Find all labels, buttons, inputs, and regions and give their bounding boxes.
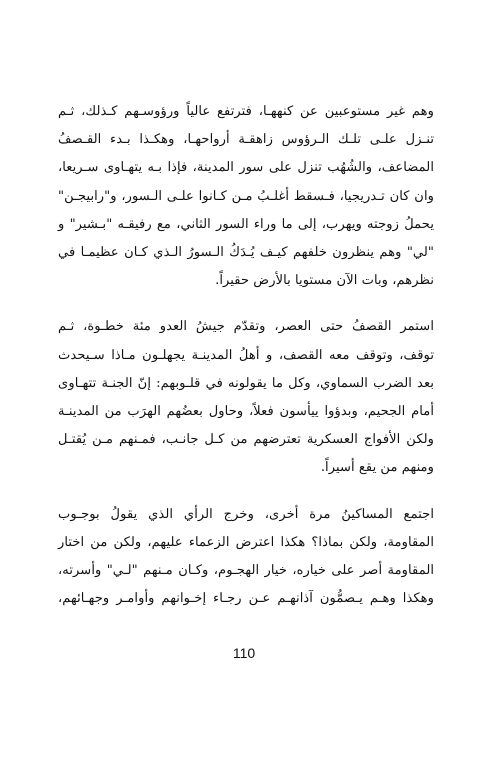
text-line: بعد الضرب السماوي، وكل ما يقولونه في قلـوبهم: إنّ الجنـة تتهـاوى (58, 375, 434, 391)
text-line: المضاعف، والشُهُب تنزل على سور المدينة، فإذا بـه يتهـاوى سـريعا، (58, 160, 434, 176)
text-line: وهكذا وهـم يـصمُّون آذانهـم عـن رجـاء إخـوانهم وأوامـر وجهـائهم، (58, 591, 434, 607)
text-line: وان كان تـدريجيا، فـسقط أغلـبُ مـن كـانوا علـى الـسور، و"رابيجـن" (58, 188, 434, 204)
paragraph-3 (58, 501, 434, 614)
text-line: المقاومة أصر على خياره، خيار الهجـوم، وكـان مـنهم "لـي" وأسرته، (58, 563, 434, 579)
text-line: ومنهم من يقع أسيراً. (320, 460, 434, 476)
text-line: اجتمع المساكينُ مرة أخرى، وخرج الرأي الذي يقولُ بوجـوب (58, 506, 434, 522)
body-text (58, 98, 434, 613)
text-line: توقف، وتوقف معه القصف، و أهلُ المدينـة يجهلـون مـاذا سـيحدث (58, 347, 434, 363)
text-line: نظرهم، وبات الآن مستويا بالأرض حقيراً. (215, 273, 434, 289)
paragraph-2 (58, 313, 434, 482)
text-line: أمام الجحيم، وبدؤوا ييأسون فعلاً، وحاول بعضُهم الهرَب من المدينـة (58, 404, 434, 420)
paragraph-1 (58, 98, 434, 295)
text-line: استمر القصفُ حتى العصر، وتقدّم جيشُ العدو مئة خطـوة، ثـم (58, 319, 434, 335)
text-line: تنـزل علـى تلـك الـرؤوس زاهقـة أرواحهـا، وهكـذا بـدء القـصفُ (58, 132, 434, 148)
text-line: ولكن الأفواج العسكرية تعترضهم من كـل جانـب، فمـنهم مـن يُقتـل (58, 432, 434, 448)
text-line: يحملُ زوجته ويهرب، إلى ما وراء السور الثاني، مع رفيقـه "بـشير" و (58, 216, 434, 232)
page-number: 110 (232, 645, 256, 661)
text-line: المقاومة، ولكن بماذا؟ هكذا اعترض الزعماء عليهم، ولكن من اختار (58, 534, 434, 550)
text-line: "لي" وهم ينظرون خلفهم كيـف يُـدَكُ الـسورُ الـذي كـان عظيمـا في (58, 245, 434, 261)
text-line: وهم غير مستوعبين عن كنههـا، فترتفع عالياً ورؤوسـهم كـذلك، ثـم (58, 104, 434, 119)
